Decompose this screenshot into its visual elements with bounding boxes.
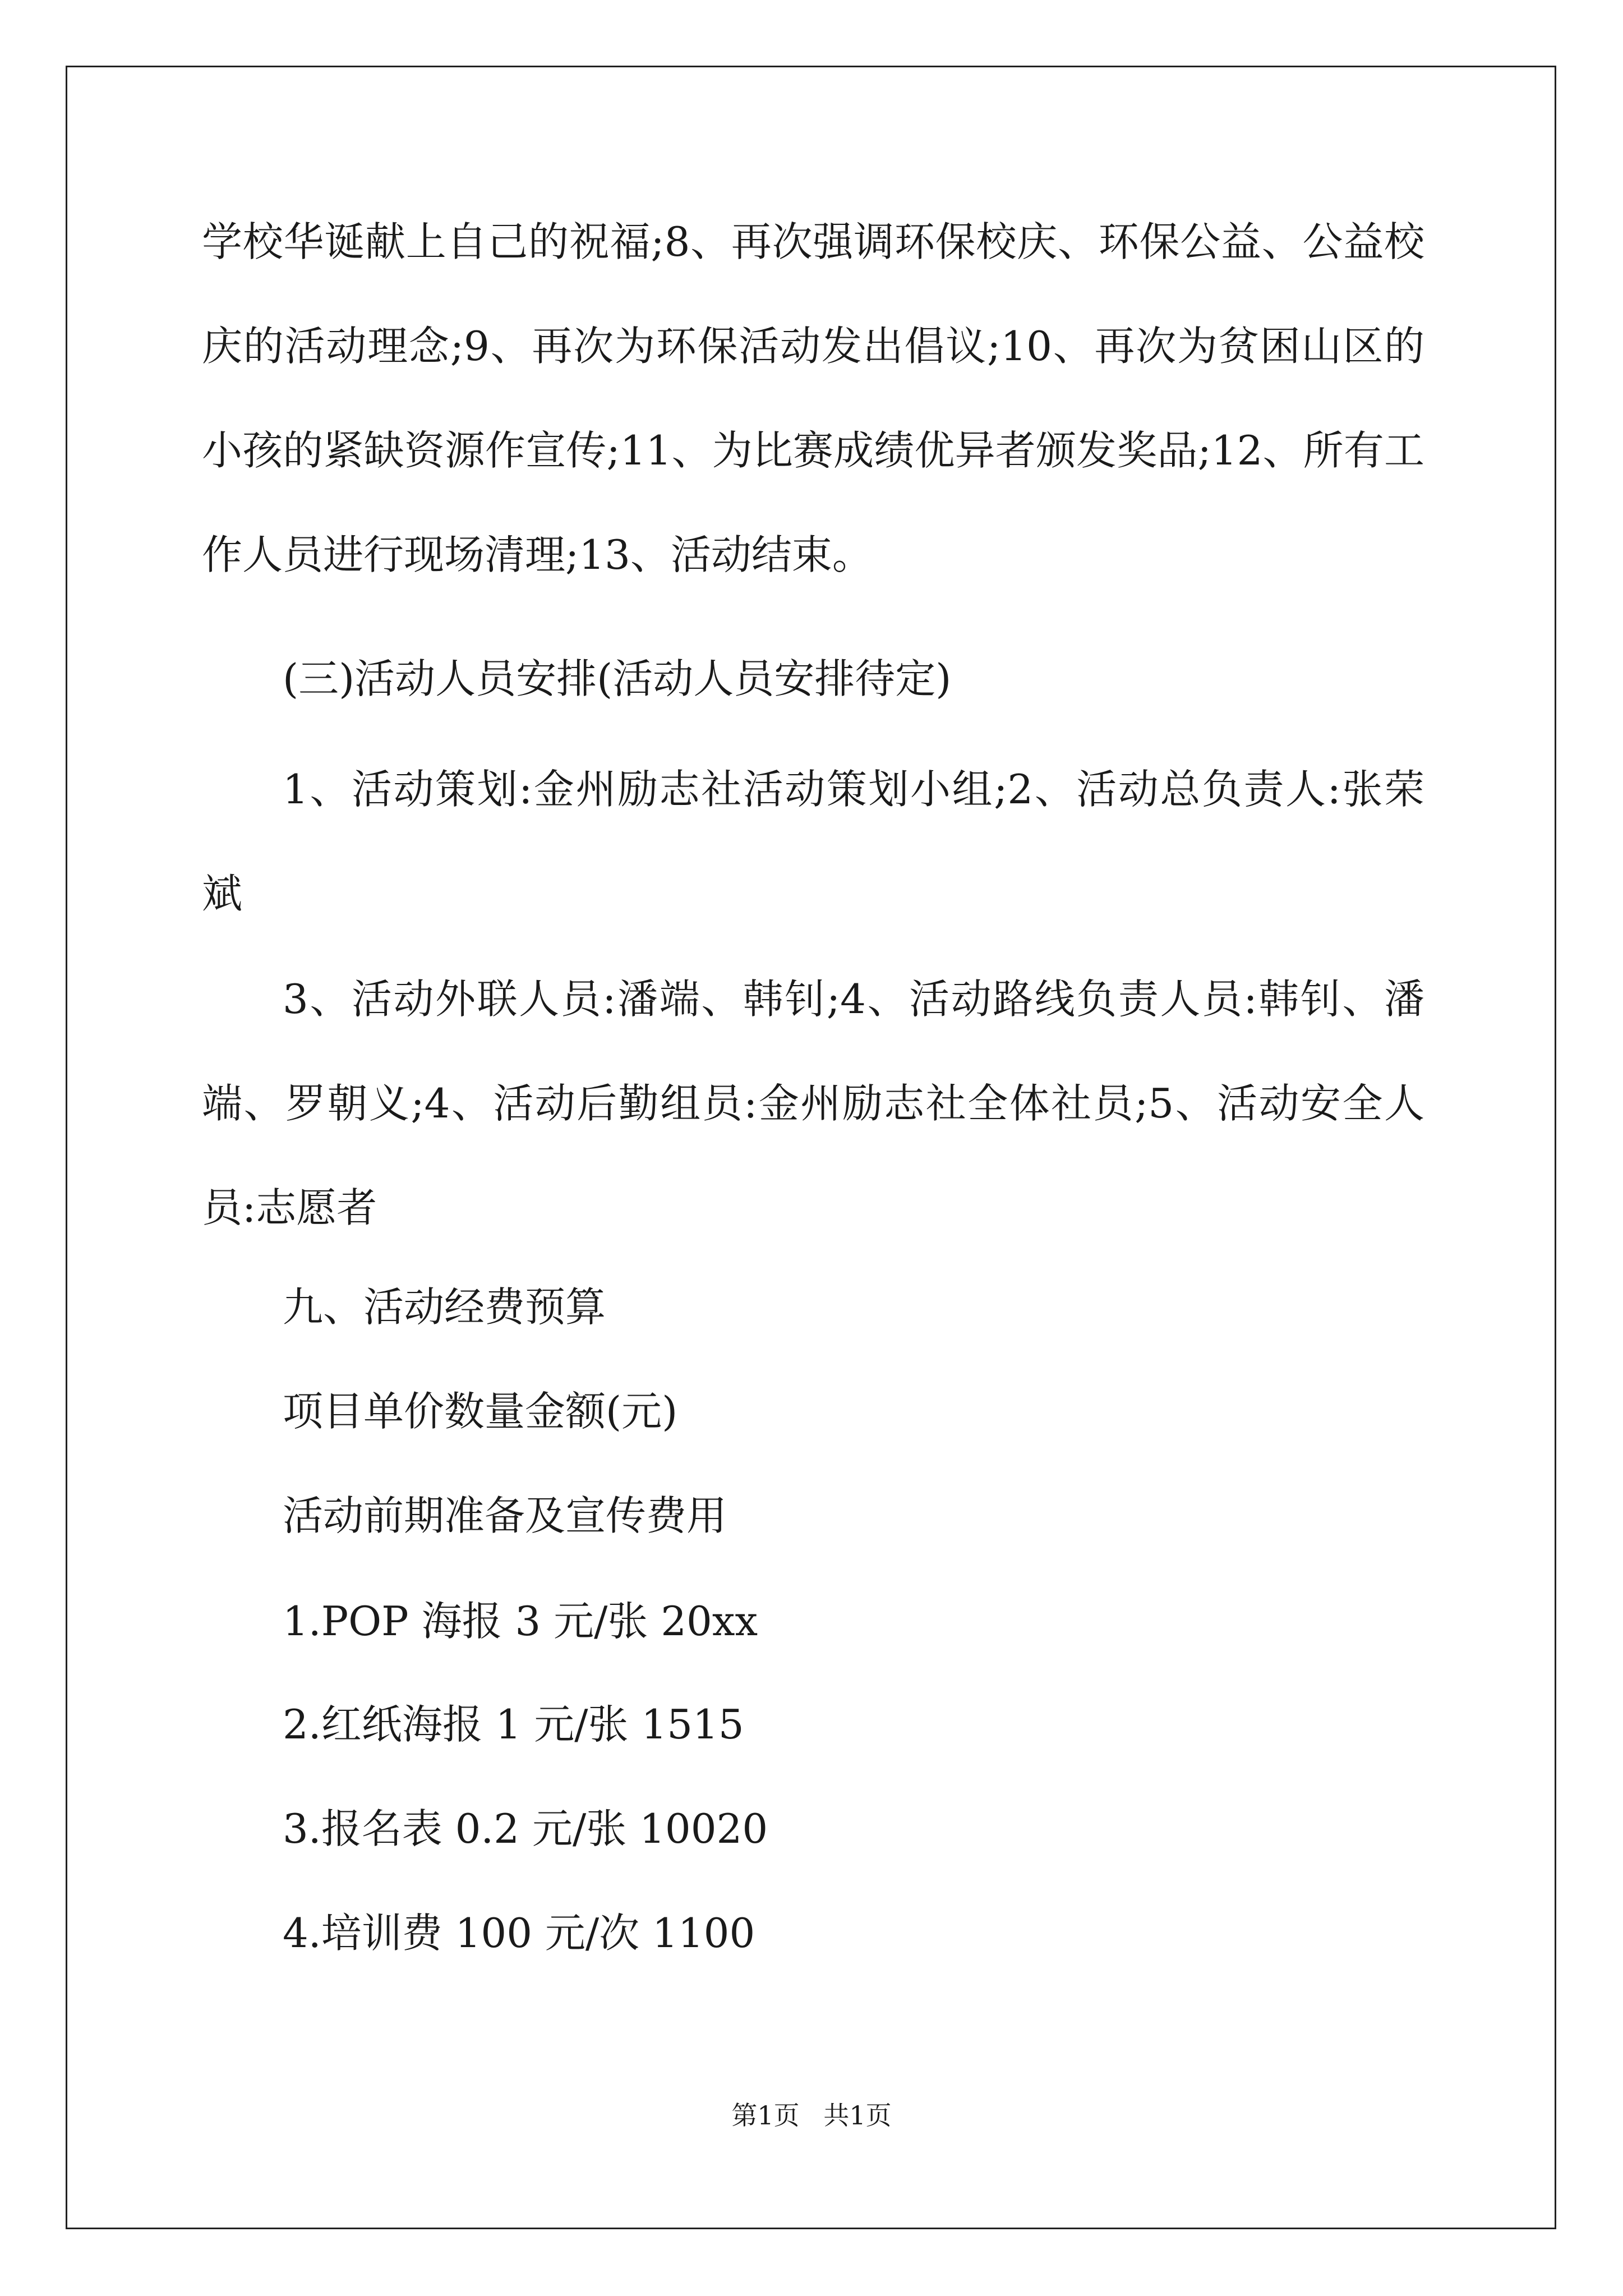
page-number-total: 共1页 [823,2100,892,2131]
paragraph-schedule-continuation: 学校华诞献上自己的祝福;8、再次强调环保校庆、环保公益、公益校庆的活动理念;9、再次为环保活动发出倡议;10、再次为贫困山区的小孩的紧缺资源作宣传;11、为比赛成绩优异者颁发奖品;12、所有工作人员进行现场清理;13、活动结束。 [202,218,1424,578]
budget-table-header: 项目单价数量金额(元) [283,1388,678,1435]
budget-category: 活动前期准备及宣传费用 [283,1492,727,1539]
budget-item-1: 1.POP 海报 3 元/张 20xx [283,1598,758,1645]
section-heading-staff: (三)活动人员安排(活动人员安排待定) [283,655,952,702]
paragraph-staff-planning: 1、活动策划:金州励志社活动策划小组;2、活动总负责人:张荣斌 [202,766,1424,917]
page-footer [0,2095,1623,2132]
section-heading-budget: 九、活动经费预算 [283,1283,606,1331]
paragraph-staff-roles: 3、活动外联人员:潘端、韩钊;4、活动路线负责人员:韩钊、潘端、罗朝义;4、活动后勤组员:金州励志社全体社员;5、活动安全人员:志愿者 [202,976,1424,1231]
page-number-current: 第1页 [731,2100,800,2131]
budget-item-3: 3.报名表 0.2 元/张 10020 [283,1805,768,1852]
budget-item-4: 4.培训费 100 元/次 1100 [283,1910,755,1957]
budget-item-2: 2.红纸海报 1 元/张 1515 [283,1701,744,1748]
